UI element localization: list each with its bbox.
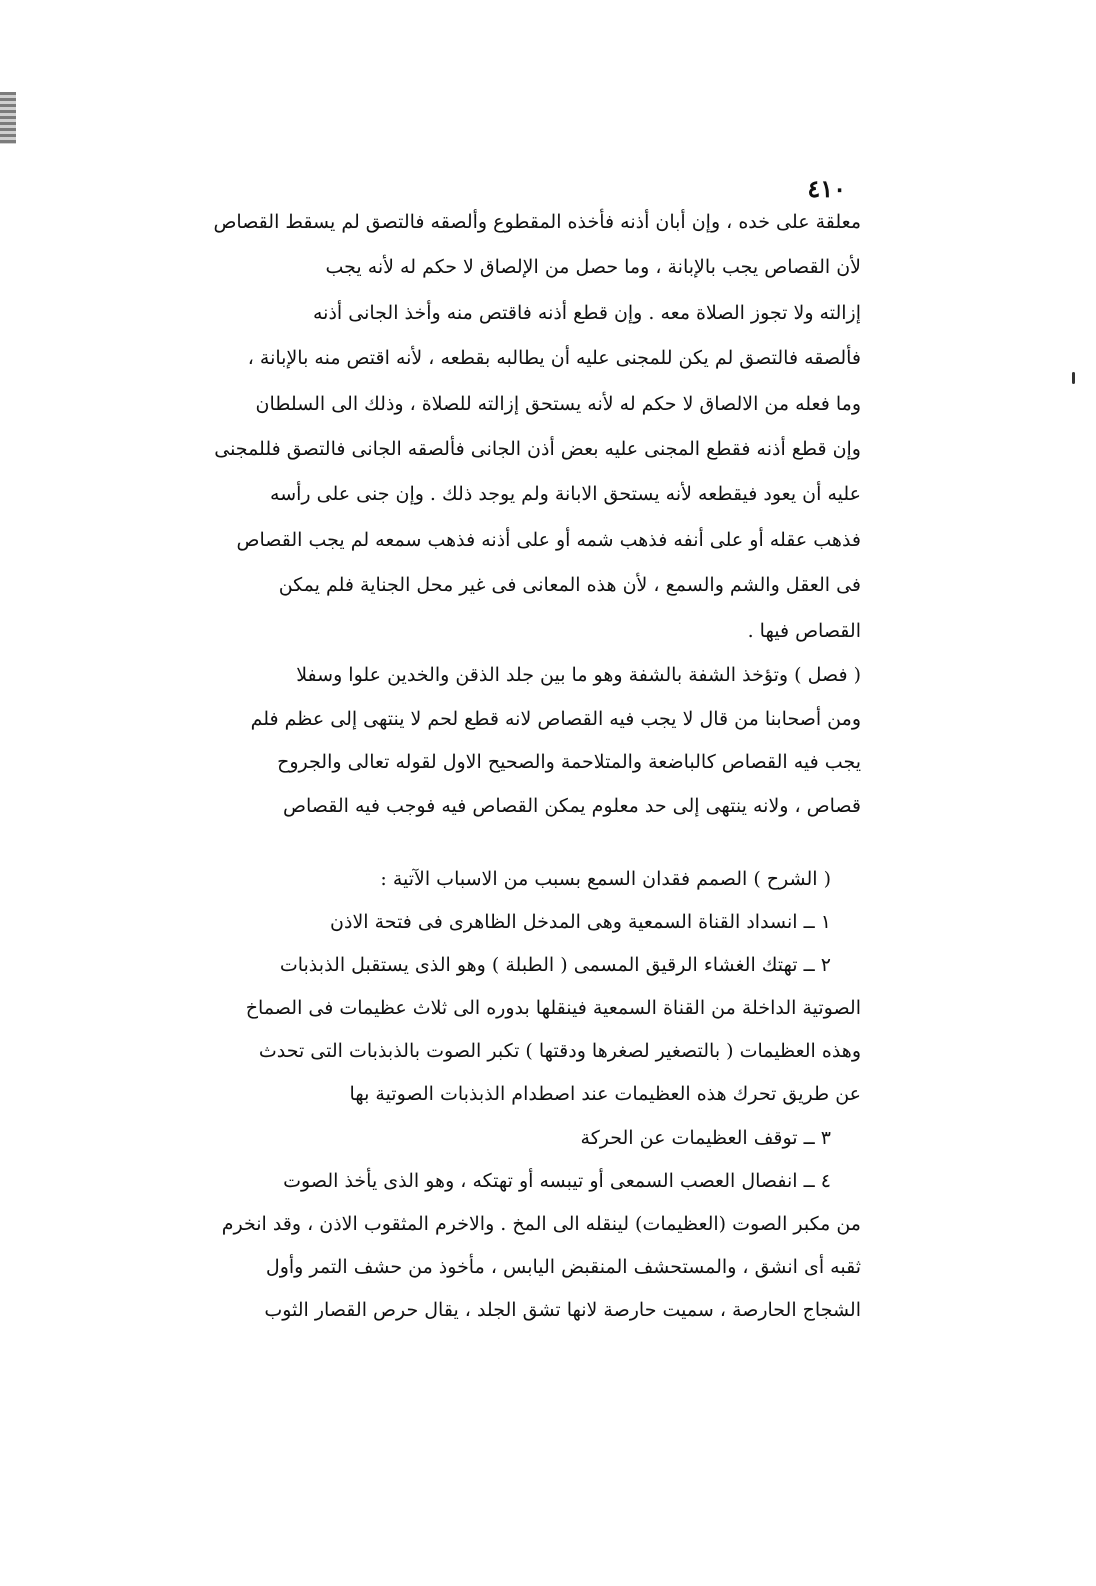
text-line: الصوتية الداخلة من القناة السمعية فينقلها بدوره الى ثلاث عظيمات فى الصماخ: [245, 997, 861, 1020]
text-line: ( فصل ) وتؤخذ الشفة بالشفة وهو ما بين جلد الذقن والخدين علوا وسفلا: [296, 664, 861, 686]
text-line: وما فعله من الالصاق لا حكم له لأنه يستحق إزالته للصلاة ، وذلك الى السلطان: [255, 392, 861, 415]
text-line: معلقة على خده ، وإن أبان أذنه فأخذه المقطوع وألصقه فالتصق لم يسقط القصاص: [213, 211, 861, 233]
text-line: قصاص ، ولانه ينتهى إلى حد معلوم يمكن القصاص فيه فوجب فيه القصاص: [283, 794, 861, 817]
text-line: فى العقل والشم والسمع ، لأن هذه المعانى فى غير محل الجناية فلم يمكن: [278, 574, 861, 597]
text-line: ثقبه أى انشق ، والمستحشف المنقبض اليابس ، مأخوذ من حشف التمر وأول: [265, 1255, 861, 1278]
text-line: إزالته ولا تجوز الصلاة معه . وإن قطع أذنه فاقتص منه وأخذ الجانى أذنه: [312, 301, 861, 324]
paragraph-fasl: [171, 654, 861, 828]
text-line: ١ ــ انسداد القناة السمعية وهى المدخل الظاهرى فى فتحة الاذن: [330, 911, 831, 934]
commentary-sharh: [171, 858, 861, 1332]
paragraph-main-text: [171, 200, 861, 654]
text-line: ومن أصحابنا من قال لا يجب فيه القصاص لانه قطع لحم لا ينتهى إلى عظم فلم: [250, 707, 861, 730]
text-line: ( الشرح ) الصمم فقدان السمع بسبب من الاسباب الآتية :: [380, 868, 831, 890]
text-line: ٢ ــ تهتك الغشاء الرقيق المسمى ( الطبلة ) وهو الذى يستقبل الذبذبات: [279, 954, 831, 977]
text-line: فألصقه فالتصق لم يكن للمجنى عليه أن يطالبه بقطعه ، لأنه اقتص منه بالإبانة ،: [247, 347, 861, 370]
text-line: من مكبر الصوت (العظيمات) لينقله الى المخ . والاخرم المثقوب الاذن ، وقد انخرم: [221, 1212, 861, 1235]
page-number: ٤١٠: [807, 174, 846, 203]
text-line: وإن قطع أذنه فقطع المجنى عليه بعض أذن الجانى فألصقه الجانى فالتصق فللمجنى: [214, 437, 861, 460]
scan-edge-mark: [0, 92, 16, 144]
text-line: الشجاج الحارصة ، سميت حارصة لانها تشق الجلد ، يقال حرص القصار الثوب: [264, 1298, 861, 1321]
text-line: عليه أن يعود فيقطعه لأنه يستحق الابانة ولم يوجد ذلك . وإن جنى على رأسه: [270, 483, 861, 506]
text-line: فذهب عقله أو على أنفه فذهب شمه أو على أذنه فذهب سمعه لم يجب القصاص: [236, 528, 861, 551]
text-line: عن طريق تحرك هذه العظيمات عند اصطدام الذبذبات الصوتية بها: [349, 1083, 861, 1106]
text-line: ٣ ــ توقف العظيمات عن الحركة: [580, 1126, 831, 1149]
text-line: يجب فيه القصاص كالباضعة والمتلاحمة والصحيح الاول لقوله تعالى والجروح: [277, 751, 861, 774]
text-line: القصاص فيها .: [747, 619, 861, 642]
text-line: ٤ ــ انفصال العصب السمعى أو تيبسه أو تهتكه ، وهو الذى يأخذ الصوت: [283, 1169, 831, 1192]
text-line: وهذه العظيمات ( بالتصغير لصغرها ودقتها ) تكبر الصوت بالذبذبات التى تحدث: [258, 1040, 861, 1063]
scan-speck: [1072, 372, 1075, 384]
text-line: لأن القصاص يجب بالإبانة ، وما حصل من الإلصاق لا حكم له لأنه يجب: [325, 256, 861, 279]
